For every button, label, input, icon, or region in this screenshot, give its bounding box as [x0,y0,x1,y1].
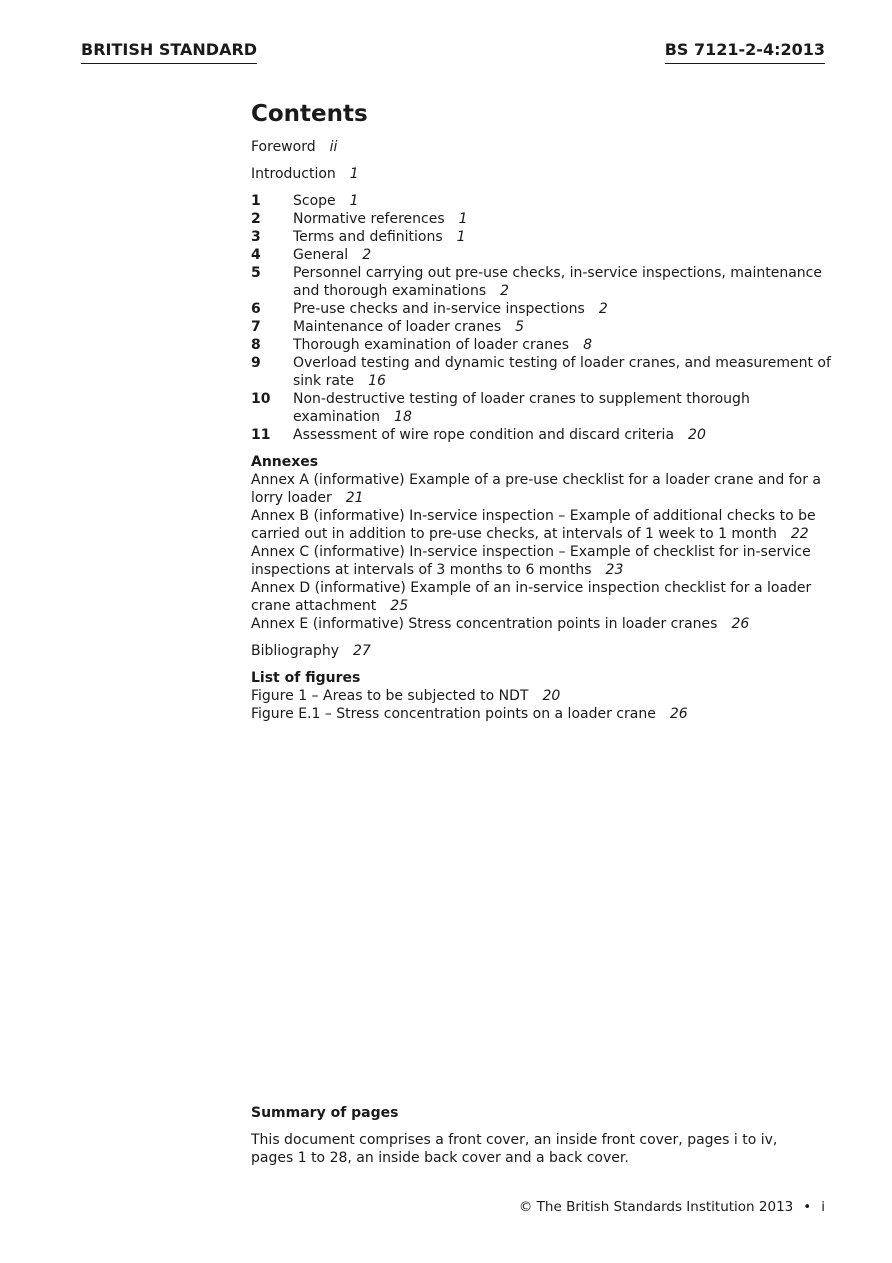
clause-page: 18 [394,409,412,425]
header-standard-label: BRITISH STANDARD [81,40,257,64]
toc-clause[interactable] [251,336,831,354]
header-standard-number: BS 7121-2-4:2013 [665,40,825,64]
clause-page: 1 [458,211,468,227]
toc-entry-foreword[interactable] [251,138,831,156]
toc-clause[interactable] [251,228,831,246]
toc-entry-bibliography[interactable] [251,642,831,660]
toc-clause[interactable] [251,426,831,444]
clause-page: 1 [349,193,359,209]
summary-of-pages [251,1104,811,1167]
annex-title: Annex C (informative) In-service inspection – Example of checklist for in-service inspections at intervals of 3 months to 6 months [251,544,811,578]
toc-entry-label: Foreword [251,139,316,155]
annex-page: 26 [731,616,750,632]
annexes-heading: Annexes [251,454,319,470]
toc-clause[interactable] [251,300,831,318]
figure-title: Figure E.1 – Stress concentration points on a loader crane [251,706,656,722]
toc-entry-label: Introduction [251,166,336,182]
clause-list [251,192,831,444]
clause-number: 1 [251,193,261,209]
toc-clause[interactable] [251,210,831,228]
clause-page: 16 [368,373,386,389]
toc-clause[interactable] [251,264,831,300]
clause-page: 8 [583,337,592,353]
annex-page: 21 [345,490,364,506]
summary-text: This document comprises a front cover, an inside front cover, pages i to iv, pages 1 to 28, an inside back cover and a back cover. [251,1132,778,1166]
toc-clause[interactable] [251,390,831,426]
toc-entry-introduction[interactable] [251,165,831,183]
figure-title: Figure 1 – Areas to be subjected to NDT [251,688,529,704]
toc-annex[interactable] [251,507,831,543]
clause-number: 8 [251,337,261,353]
contents-title: Contents [251,101,368,127]
figure-page: 26 [669,706,688,722]
toc-entry-page: 1 [349,166,359,182]
clause-number: 4 [251,247,261,263]
clause-title: General [293,247,349,263]
toc-entry-label: Bibliography [251,643,339,659]
toc-clause[interactable] [251,246,831,264]
clause-title: Scope [293,193,336,209]
clause-page: 20 [688,427,706,443]
annex-page: 23 [605,562,624,578]
annexes-list [251,453,831,633]
bullet-separator: • [803,1199,812,1215]
annex-title: Annex E (informative) Stress concentration points in loader cranes [251,616,718,632]
clause-page: 5 [515,319,525,335]
clause-page: 2 [598,301,608,317]
toc-annex[interactable] [251,579,831,615]
clause-number: 9 [251,355,261,371]
clause-title: Pre-use checks and in-service inspections [293,301,585,317]
clause-title: Normative references [293,211,445,227]
annex-title: Annex B (informative) In-service inspection – Example of additional checks to be carried out in addition to pre-use checks, at intervals of 1 week to 1 month [251,508,816,542]
clause-page: 2 [500,283,510,299]
annex-title: Annex D (informative) Example of an in-service inspection checklist for a loader crane attachment [251,580,812,614]
clause-title: Maintenance of loader cranes [293,319,502,335]
toc-clause[interactable] [251,318,831,336]
clause-title: Personnel carrying out pre-use checks, in-service inspections, maintenance and thorough examinations [293,265,822,299]
clause-number: 10 [251,391,271,407]
clause-page: 1 [456,229,466,245]
toc-annex[interactable] [251,615,831,633]
toc-annex[interactable] [251,543,831,579]
toc-figure[interactable] [251,687,831,705]
copyright-notice: © The British Standards Institution 2013 [518,1199,794,1215]
clause-title: Terms and definitions [293,229,443,245]
annex-page: 22 [790,526,809,542]
figures-heading: List of figures [251,670,361,686]
annex-title: Annex A (informative) Example of a pre-use checklist for a loader crane and for a lorry loader [251,472,821,506]
figures-list [251,669,831,723]
toc-entry-page: ii [329,139,338,155]
toc-figure[interactable] [251,705,831,723]
contents-section [251,100,831,723]
toc-clause[interactable] [251,192,831,210]
toc-clause[interactable] [251,354,831,390]
clause-number: 3 [251,229,261,245]
clause-number: 6 [251,301,261,317]
clause-title: Non-destructive testing of loader cranes to supplement thorough examination [293,391,750,425]
clause-title: Thorough examination of loader cranes [293,337,570,353]
figure-page: 20 [542,688,561,704]
summary-title: Summary of pages [251,1105,399,1121]
clause-number: 5 [251,265,261,281]
toc-annex[interactable] [251,471,831,507]
clause-number: 2 [251,211,261,227]
annex-page: 25 [390,598,409,614]
clause-number: 7 [251,319,261,335]
page-number: i [821,1199,825,1215]
clause-number: 11 [251,427,271,443]
toc-entry-page: 27 [353,643,371,659]
clause-title: Assessment of wire rope condition and discard criteria [293,427,675,443]
page-footer [519,1198,825,1216]
clause-page: 2 [362,247,372,263]
clause-title: Overload testing and dynamic testing of loader cranes, and measurement of sink rate [293,355,831,389]
